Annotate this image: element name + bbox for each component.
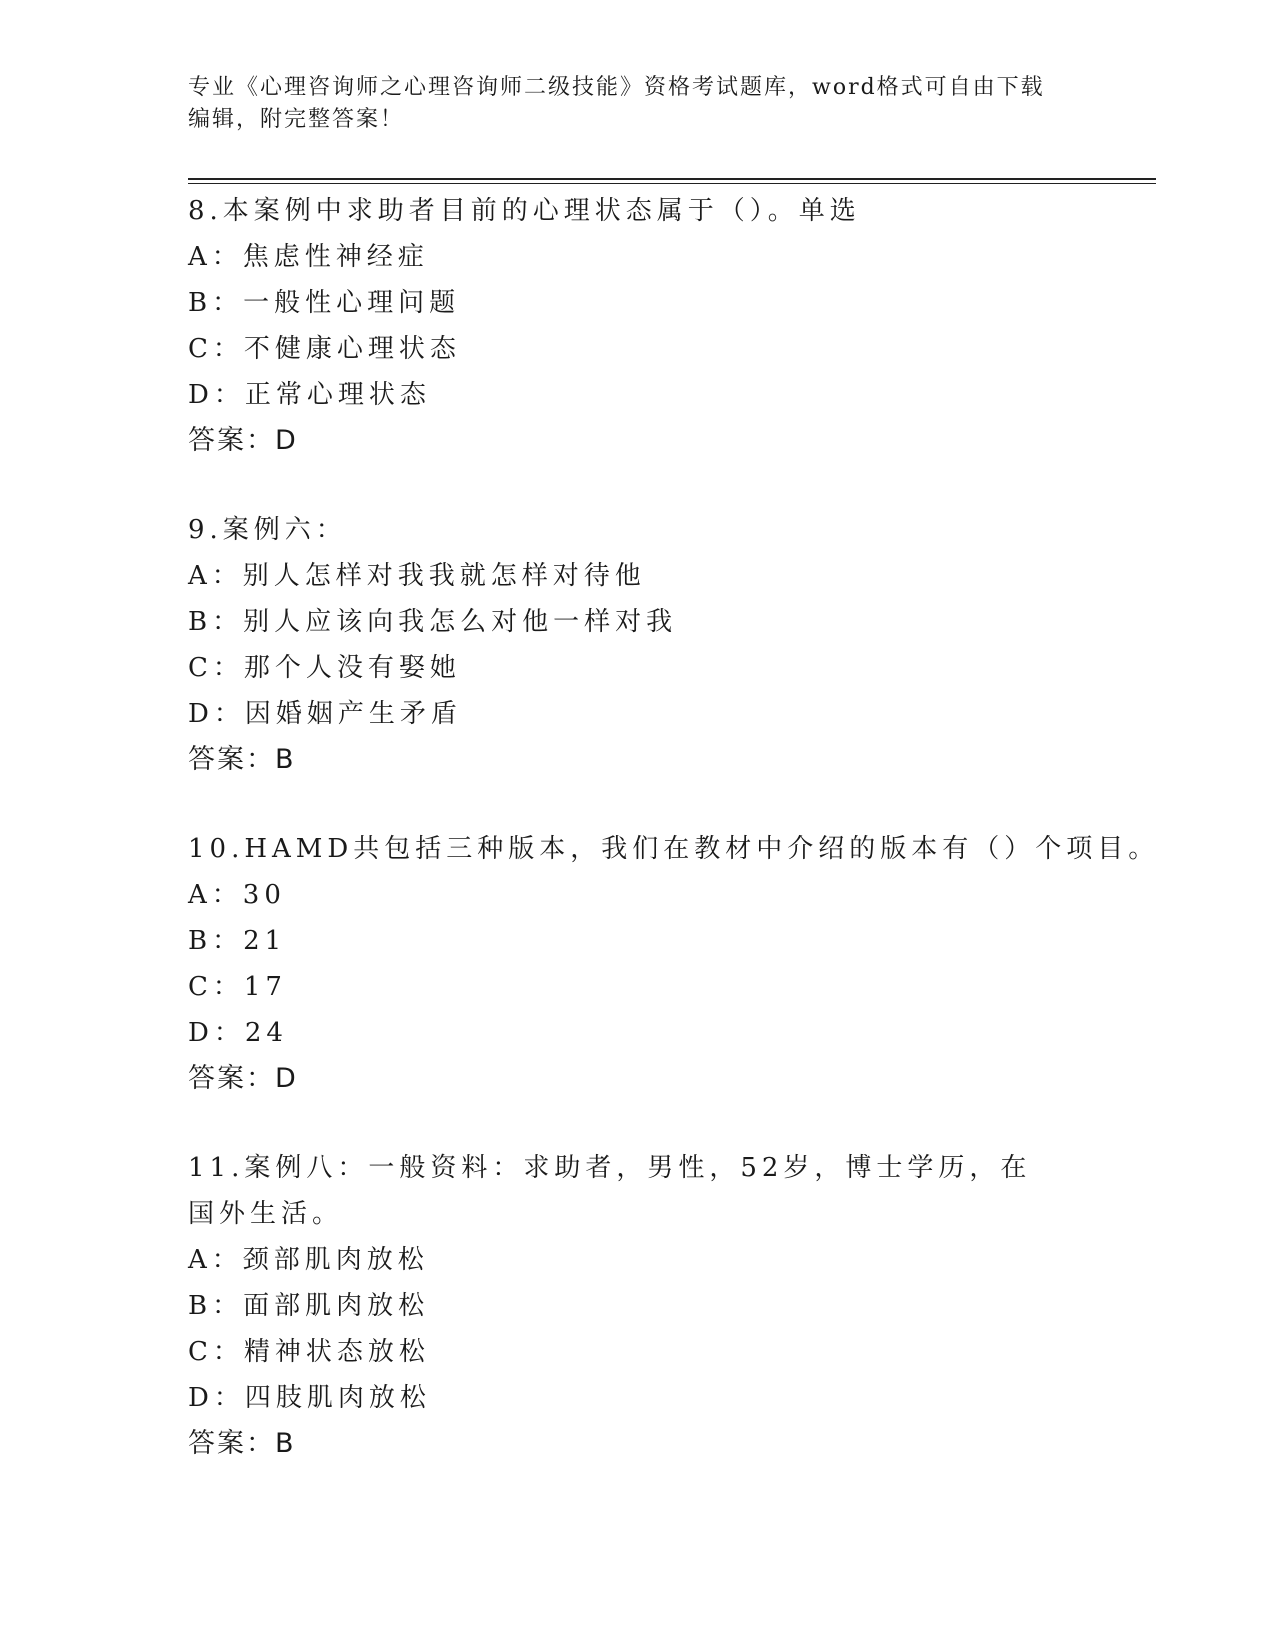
option-a: A：颈部肌肉放松	[188, 1245, 429, 1275]
option-d: D：四肢肌肉放松	[188, 1383, 431, 1413]
document-intro: 专业《心理咨询师之心理咨询师二级技能》资格考试题库，word格式可自由下载编辑，附完整答案！	[188, 75, 1045, 132]
option-b: B：一般性心理问题	[188, 288, 461, 318]
option-c: C：那个人没有娶她	[188, 653, 461, 683]
header-divider-thick	[188, 178, 1156, 180]
header-divider-thin	[188, 183, 1156, 184]
answer-line: 答案：D	[188, 425, 298, 456]
question-stem: 9.案例六：	[188, 515, 347, 545]
answer-line: 答案：B	[188, 744, 296, 775]
option-a: A：30	[188, 880, 286, 910]
option-a: A：别人怎样对我我就怎样对待他	[188, 561, 646, 591]
option-c: C：不健康心理状态	[188, 334, 461, 364]
option-b: B：面部肌肉放松	[188, 1291, 430, 1321]
option-b: B：别人应该向我怎么对他一样对我	[188, 607, 678, 637]
option-d: D：正常心理状态	[188, 380, 431, 410]
option-c: C：17	[188, 972, 287, 1002]
question-stem: 8.本案例中求助者目前的心理状态属于（）。单选	[188, 196, 861, 226]
question-list	[188, 188, 1160, 1510]
question-item	[188, 188, 1128, 464]
answer-line: 答案：D	[188, 1063, 298, 1094]
option-c: C：精神状态放松	[188, 1337, 430, 1367]
question-stem: 10.HAMD共包括三种版本，我们在教材中介绍的版本有（）个项目。	[188, 834, 1160, 864]
answer-line: 答案：B	[188, 1428, 296, 1459]
option-a: A：焦虑性神经症	[188, 242, 429, 272]
question-stem: 11.案例八：一般资料：求助者，男性，52岁，博士学历，在国外生活。	[188, 1153, 1032, 1229]
question-item	[188, 507, 1128, 783]
option-b: B：21	[188, 926, 287, 956]
option-d: D：24	[188, 1018, 288, 1048]
question-item	[188, 826, 1160, 1102]
question-item	[188, 1145, 1128, 1467]
option-d: D：因婚姻产生矛盾	[188, 699, 462, 729]
